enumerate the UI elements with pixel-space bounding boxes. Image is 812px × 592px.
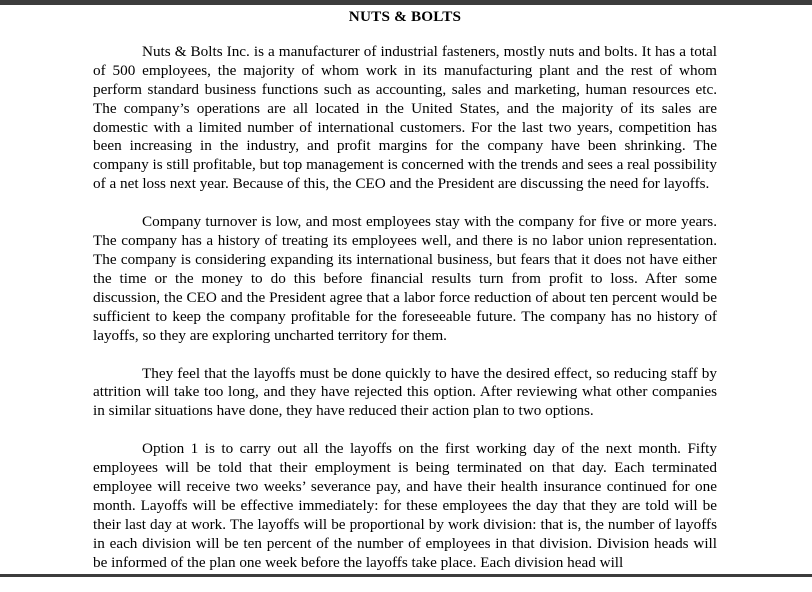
paragraph-1: Nuts & Bolts Inc. is a manufacturer of industrial fasteners, mostly nuts and bolts. It has a total of 500 employees, the majority of whom work in its manufacturing plant and the rest of whom perform standard business functions such as accounting, sales and marketing, human resources etc. The company’s operations are all located in the United States, and the majority of its sales are domestic with a limited number of international customers. For the last two years, competition has been increasing in the industry, and profit margins for the company have been shrinking. The company is still profitable, but top management is concerned with the trends and sees a real possibility of a net loss next year. Because of this, the CEO and the President are discussing the need for layoffs. bbox=[93, 43, 717, 194]
paragraph-4: Option 1 is to carry out all the layoffs on the first working day of the next month. Fifty employees will be told that their employment is being terminated on that day. Each terminated employee will receive two weeks’ severance pay, and have their health insurance continued for one month. Layoffs will be effective immediately: for these employees the day that they are told will be their last day at work. The layoffs will be proportional by work division: that is, the number of layoffs in each division will be ten percent of the number of employees in that division. Division heads will be informed of the plan one week before the layoffs take place. Each division head will bbox=[93, 440, 717, 572]
document-title: NUTS & BOLTS bbox=[93, 8, 717, 27]
document-page bbox=[93, 8, 717, 592]
viewer-top-border bbox=[0, 0, 812, 5]
paragraph-3: They feel that the layoffs must be done quickly to have the desired effect, so reducing staff by attrition will take too long, and they have rejected this option. After reviewing what other companies in similar situations have done, they have reduced their action plan to two options. bbox=[93, 365, 717, 422]
paragraph-2: Company turnover is low, and most employees stay with the company for five or more years. The company has a history of treating its employees well, and there is no labor union representation. The company is considering expanding its international business, but fears that it does not have either the time or the money to do this before financial results turn from profit to loss. After some discussion, the CEO and the President agree that a labor force reduction of about ten percent would be sufficient to keep the company profitable for the foreseeable future. The company has no history of layoffs, so they are exploring uncharted territory for them. bbox=[93, 213, 717, 345]
